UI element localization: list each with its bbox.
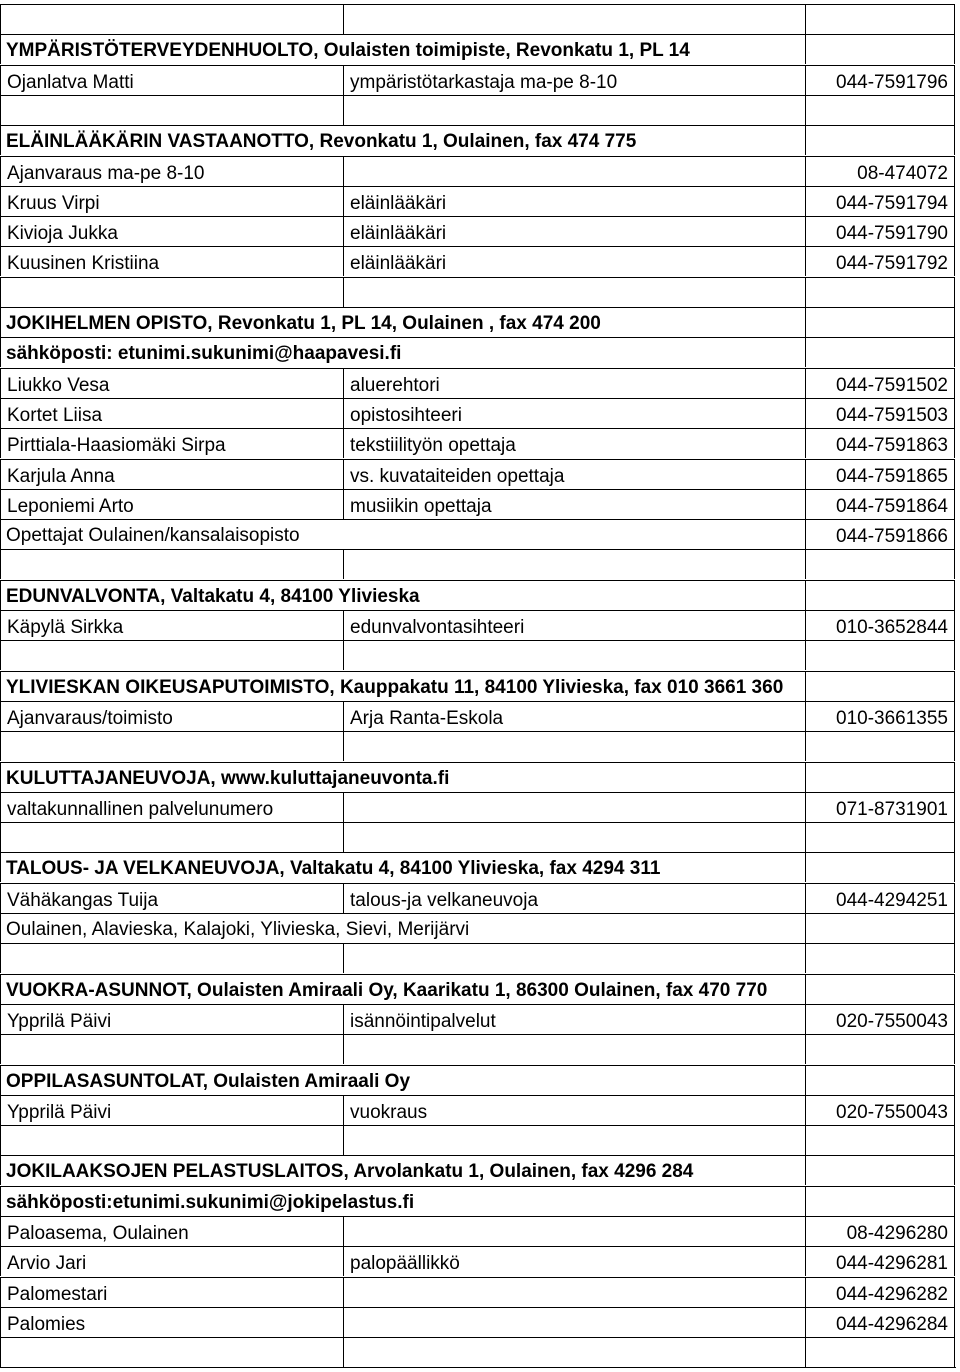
role-cell: Arja Ranta-Eskola xyxy=(343,701,805,731)
empty-cell xyxy=(805,1034,955,1064)
table-row xyxy=(0,246,955,276)
name-cell: Paloasema, Oulainen xyxy=(0,1216,343,1246)
role-cell xyxy=(343,1307,805,1337)
empty-cell xyxy=(805,731,955,761)
phone-cell: 044-4296284 xyxy=(805,1307,955,1337)
name-cell: Leponiemi Arto xyxy=(0,489,343,519)
spacer-row xyxy=(0,1337,955,1367)
phone-cell: 010-3652844 xyxy=(805,610,955,640)
table-row xyxy=(0,701,955,731)
empty-cell xyxy=(805,822,955,852)
section-heading xyxy=(0,1155,955,1185)
section-heading-text: ELÄINLÄÄKÄRIN VASTAANOTTO, Revonkatu 1, Oulainen, fax 474 775 xyxy=(6,131,637,152)
role-cell xyxy=(343,519,805,549)
role-cell: opistosihteeri xyxy=(343,398,805,428)
empty-cell xyxy=(343,549,805,579)
empty-cell xyxy=(805,277,955,307)
empty-cell xyxy=(343,1337,805,1367)
phone-cell: 044-7591796 xyxy=(805,65,955,95)
name-cell: Kruus Virpi xyxy=(0,186,343,216)
table-row xyxy=(0,610,955,640)
phone-cell: 010-3661355 xyxy=(805,701,955,731)
empty-cell xyxy=(0,943,343,973)
role-cell xyxy=(343,1216,805,1246)
empty-cell xyxy=(343,95,805,125)
name-cell: Kivioja Jukka xyxy=(0,216,343,246)
empty-cell xyxy=(0,95,343,125)
phone-cell: 044-7591864 xyxy=(805,489,955,519)
role-cell: tekstiilityön opettaja xyxy=(343,428,805,458)
role-cell: talous-ja velkaneuvoja xyxy=(343,883,805,913)
name-cell: Vähäkangas Tuija xyxy=(0,883,343,913)
phone-cell: 044-7591794 xyxy=(805,186,955,216)
empty-cell xyxy=(343,822,805,852)
table-row xyxy=(0,489,955,519)
name-cell: valtakunnallinen palvelunumero xyxy=(0,792,343,822)
section-heading-text: YMPÄRISTÖTERVEYDENHUOLTO, Oulaisten toimipiste, Revonkatu 1, PL 14 xyxy=(6,40,690,61)
empty-cell xyxy=(805,125,955,155)
section-subheading xyxy=(0,337,955,367)
name-cell: Kuusinen Kristiina xyxy=(0,246,343,276)
empty-cell xyxy=(805,640,955,670)
section-heading-text: KULUTTAJANEUVOJA, www.kuluttajaneuvonta.fi xyxy=(6,768,450,789)
section-heading xyxy=(0,671,955,701)
role-cell: palopäällikkö xyxy=(343,1246,805,1276)
phone-cell: 020-7550043 xyxy=(805,1004,955,1034)
name-cell: Ojanlatva Matti xyxy=(0,65,343,95)
section-heading-text: VUOKRA-ASUNNOT, Oulaisten Amiraali Oy, Kaarikatu 1, 86300 Oulainen, fax 470 770 xyxy=(6,980,768,1001)
table-row xyxy=(0,519,955,549)
section-heading xyxy=(0,307,955,337)
section-heading xyxy=(0,34,955,64)
role-cell: vs. kuvataiteiden opettaja xyxy=(343,459,805,489)
empty-cell xyxy=(805,95,955,125)
phone-cell: 044-7591866 xyxy=(805,519,955,549)
table-row xyxy=(0,1216,955,1246)
table-row xyxy=(0,186,955,216)
spacer-row xyxy=(0,549,955,579)
role-cell xyxy=(343,1277,805,1307)
empty-cell xyxy=(343,731,805,761)
section-subheading xyxy=(0,1186,955,1216)
phone-cell: 044-7591503 xyxy=(805,398,955,428)
empty-cell xyxy=(805,1125,955,1155)
empty-cell xyxy=(0,822,343,852)
phone-cell: 044-7591502 xyxy=(805,368,955,398)
phone-cell: 044-4294251 xyxy=(805,883,955,913)
phone-cell: 071-8731901 xyxy=(805,792,955,822)
phone-cell: 044-7591863 xyxy=(805,428,955,458)
role-cell: eläinlääkäri xyxy=(343,186,805,216)
phone-cell xyxy=(805,913,955,943)
empty-cell xyxy=(0,277,343,307)
section-heading xyxy=(0,1065,955,1095)
role-cell: vuokraus xyxy=(343,1095,805,1125)
table-bottom-border xyxy=(0,1367,956,1368)
section-heading xyxy=(0,125,955,155)
role-cell: isännöintipalvelut xyxy=(343,1004,805,1034)
name-cell: Ypprilä Päivi xyxy=(0,1004,343,1034)
empty-cell xyxy=(0,1034,343,1064)
empty-cell xyxy=(343,640,805,670)
empty-cell xyxy=(805,974,955,1004)
empty-cell xyxy=(805,1186,955,1216)
phone-cell: 08-474072 xyxy=(805,156,955,186)
role-cell: musiikin opettaja xyxy=(343,489,805,519)
empty-cell xyxy=(0,731,343,761)
table-row xyxy=(0,1307,955,1337)
phone-cell: 044-7591865 xyxy=(805,459,955,489)
name-cell: Palomies xyxy=(0,1307,343,1337)
table-row xyxy=(0,1246,955,1276)
name-cell: Ajanvaraus/toimisto xyxy=(0,701,343,731)
spacer-row xyxy=(0,731,955,761)
empty-cell xyxy=(805,337,955,367)
empty-cell xyxy=(0,4,343,34)
empty-cell xyxy=(805,34,955,64)
name-cell: Liukko Vesa xyxy=(0,368,343,398)
section-heading-text: EDUNVALVONTA, Valtakatu 4, 84100 Ylivieska xyxy=(6,586,420,607)
spacer-row xyxy=(0,943,955,973)
empty-cell xyxy=(805,4,955,34)
role-cell: ympäristötarkastaja ma-pe 8-10 xyxy=(343,65,805,95)
empty-cell xyxy=(0,1337,343,1367)
table-row xyxy=(0,65,955,95)
name-cell: Palomestari xyxy=(0,1277,343,1307)
empty-cell xyxy=(343,943,805,973)
empty-cell xyxy=(805,549,955,579)
spacer-row xyxy=(0,4,955,34)
phone-cell: 044-4296281 xyxy=(805,1246,955,1276)
table-row xyxy=(0,883,955,913)
phone-cell: 044-7591792 xyxy=(805,246,955,276)
empty-cell xyxy=(343,337,805,367)
table-row xyxy=(0,792,955,822)
name-cell: Kortet Liisa xyxy=(0,398,343,428)
phone-cell: 08-4296280 xyxy=(805,1216,955,1246)
empty-cell xyxy=(343,4,805,34)
phone-cell: 044-4296282 xyxy=(805,1277,955,1307)
empty-cell xyxy=(805,1337,955,1367)
role-cell: eläinlääkäri xyxy=(343,216,805,246)
section-heading-text: JOKILAAKSOJEN PELASTUSLAITOS, Arvolankatu 1, Oulainen, fax 4296 284 xyxy=(6,1161,694,1182)
table-row xyxy=(0,1277,955,1307)
spacer-row xyxy=(0,1125,955,1155)
name-cell: Oulainen, Alavieska, Kalajoki, Ylivieska, Sievi, Merijärvi xyxy=(6,919,470,940)
spacer-row xyxy=(0,95,955,125)
table-row xyxy=(0,398,955,428)
section-subheading-text: sähköposti:etunimi.sukunimi@jokipelastus.fi xyxy=(6,1192,415,1213)
spacer-row xyxy=(0,640,955,670)
section-heading xyxy=(0,852,955,882)
table-row xyxy=(0,1004,955,1034)
table-row xyxy=(0,216,955,246)
empty-cell xyxy=(805,1065,955,1095)
name-cell: Ypprilä Päivi xyxy=(0,1095,343,1125)
empty-cell xyxy=(805,762,955,792)
empty-cell xyxy=(343,1125,805,1155)
table-row xyxy=(0,156,955,186)
role-cell xyxy=(343,156,805,186)
section-heading xyxy=(0,974,955,1004)
section-heading-text: YLIVIESKAN OIKEUSAPUTOIMISTO, Kauppakatu 11, 84100 Ylivieska, fax 010 3661 360 xyxy=(6,677,784,698)
name-cell: Ajanvaraus ma-pe 8-10 xyxy=(0,156,343,186)
table-row xyxy=(0,459,955,489)
empty-cell xyxy=(343,277,805,307)
name-cell: Opettajat Oulainen/kansalaisopisto xyxy=(6,525,300,546)
empty-cell xyxy=(805,852,955,882)
section-heading xyxy=(0,580,955,610)
empty-cell xyxy=(805,580,955,610)
empty-cell xyxy=(805,1155,955,1185)
empty-cell xyxy=(0,549,343,579)
role-cell: eläinlääkäri xyxy=(343,246,805,276)
section-heading-text: TALOUS- JA VELKANEUVOJA, Valtakatu 4, 84100 Ylivieska, fax 4294 311 xyxy=(6,858,661,879)
phone-cell: 044-7591790 xyxy=(805,216,955,246)
spacer-row xyxy=(0,1034,955,1064)
role-cell: edunvalvontasihteeri xyxy=(343,610,805,640)
empty-cell xyxy=(0,1125,343,1155)
empty-cell xyxy=(805,943,955,973)
table-row xyxy=(0,428,955,458)
section-heading-text: JOKIHELMEN OPISTO, Revonkatu 1, PL 14, Oulainen , fax 474 200 xyxy=(6,313,601,334)
name-cell: Arvio Jari xyxy=(0,1246,343,1276)
role-cell: aluerehtori xyxy=(343,368,805,398)
empty-cell xyxy=(805,671,955,701)
table-row xyxy=(0,1095,955,1125)
section-heading xyxy=(0,762,955,792)
empty-cell xyxy=(0,640,343,670)
role-cell xyxy=(343,792,805,822)
phone-cell: 020-7550043 xyxy=(805,1095,955,1125)
name-cell: Karjula Anna xyxy=(0,459,343,489)
table-row xyxy=(0,368,955,398)
section-heading-text: OPPILASASUNTOLAT, Oulaisten Amiraali Oy xyxy=(6,1071,411,1092)
table-row xyxy=(0,913,955,943)
name-cell: Käpylä Sirkka xyxy=(0,610,343,640)
section-subheading-text: sähköposti: etunimi.sukunimi@haapavesi.fi xyxy=(6,343,402,364)
empty-cell xyxy=(343,1034,805,1064)
spacer-row xyxy=(0,277,955,307)
empty-cell xyxy=(805,307,955,337)
spacer-row xyxy=(0,822,955,852)
name-cell: Pirttiala-Haasiomäki Sirpa xyxy=(0,428,343,458)
